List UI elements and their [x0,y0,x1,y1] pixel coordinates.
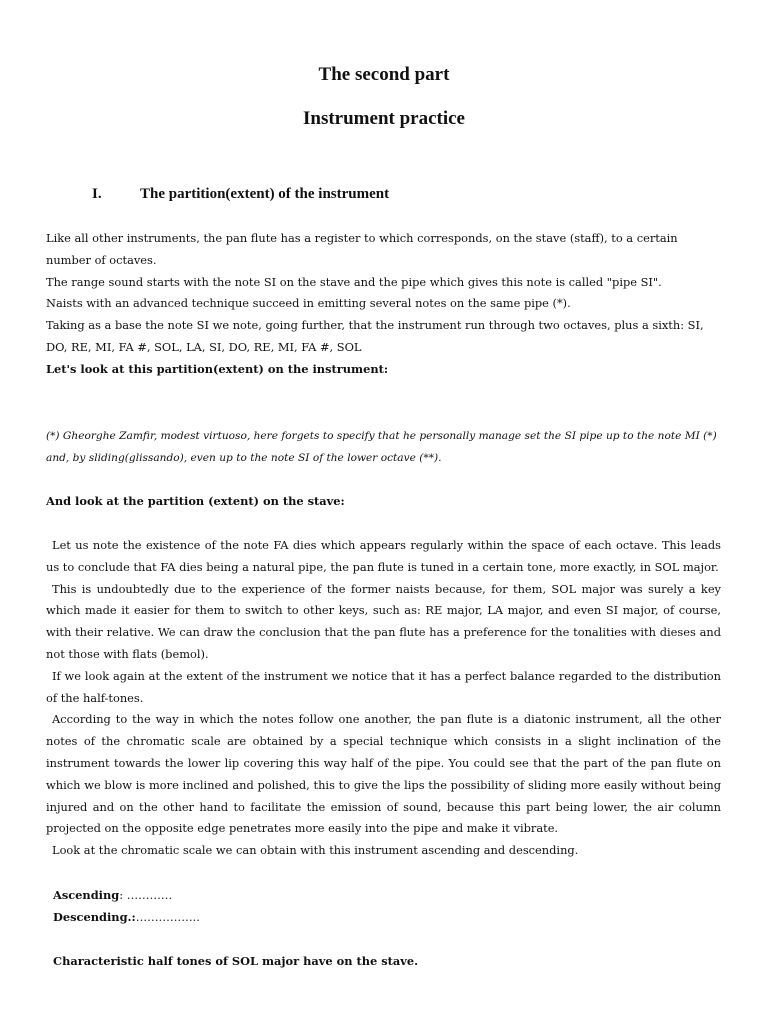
ascending-line [53,885,172,907]
descending-dots: …………….. [135,910,200,924]
section-number: I. [92,186,102,202]
characteristic-heading: Characteristic half tones of SOL major have on the stave. [53,954,419,968]
body-block [46,535,721,862]
section-heading [92,186,389,203]
descending-line [53,907,200,929]
ascending-label: Ascending [53,888,120,902]
body-paragraph: If we look again at the extent of the instrument we notice that it has a perfect balance regarded to the distribution of the half-tones. [46,668,721,705]
part-title: The second part [318,64,450,85]
intro-paragraph: Like all other instruments, the pan flute has a register to which corresponds, on the stave (staff), to a certain number of octaves. [46,231,678,267]
page-subtitle: Instrument practice [303,108,465,129]
body-paragraph: Look at the chromatic scale we can obtain with this instrument ascending and descending. [52,843,579,858]
intro-paragraph: The range sound starts with the note SI on the stave and the pipe which gives this note is called "pipe SI". [46,274,662,289]
ascending-dots: : ………… [119,888,173,902]
look-stave-heading: And look at the partition (extent) on the stave: [46,494,345,508]
intro-block [46,228,721,381]
body-paragraph: According to the way in which the notes follow one another, the pan flute is a diatonic instrument, all the other notes of the chromatic scale are obtained by a special technique which consists in a slight inclination of the instrument towards the lower lip covering this way half of the pipe. You could see that the part of the pan flute on which we blow is more inclined and polished, this to give the lips the possibility of sliding more easily without being injured and on the other hand to facilitate the emission of sound, because this part being lower, the air column projected on the opposite edge penetrates more easily into the pipe and make it vibrate. [46,712,721,836]
intro-paragraph: Naists with an advanced technique succeed in emitting several notes on the same pipe (*). [46,296,571,311]
body-paragraph: This is undoubtedly due to the experience of the former naists because, for them, SOL major was surely a key which made it easier for them to switch to other keys, such as: RE major, LA major, and even SI major, of course, with their relative. We can draw the conclusion that the pan flute has a preference for the tonalities with dieses and not those with flats (bemol). [46,581,721,661]
section-heading-text: The partition(extent) of the instrument [140,186,390,202]
body-paragraph: Let us note the existence of the note FA dies which appears regularly within the space of each octave. This leads us to conclude that FA dies being a natural pipe, the pan flute is tuned in a certain tone, more exactly, in SOL major. [46,538,721,574]
look-instrument-heading: Let's look at this partition(extent) on the instrument: [46,361,389,376]
intro-paragraph: Taking as a base the note SI we note, going further, that the instrument run through two octaves, plus a sixth: SI, DO, RE, MI, FA #, SOL, LA, SI, DO, RE, MI, FA #, SOL [46,318,704,354]
footnote: (*) Gheorghe Zamfir, modest virtuoso, here forgets to specify that he personally manage set the SI pipe up to the note MI (*) and, by sliding(glissando), even up to the note SI of the lower octave (**). [46,430,717,464]
descending-label: Descending.: [53,910,136,924]
